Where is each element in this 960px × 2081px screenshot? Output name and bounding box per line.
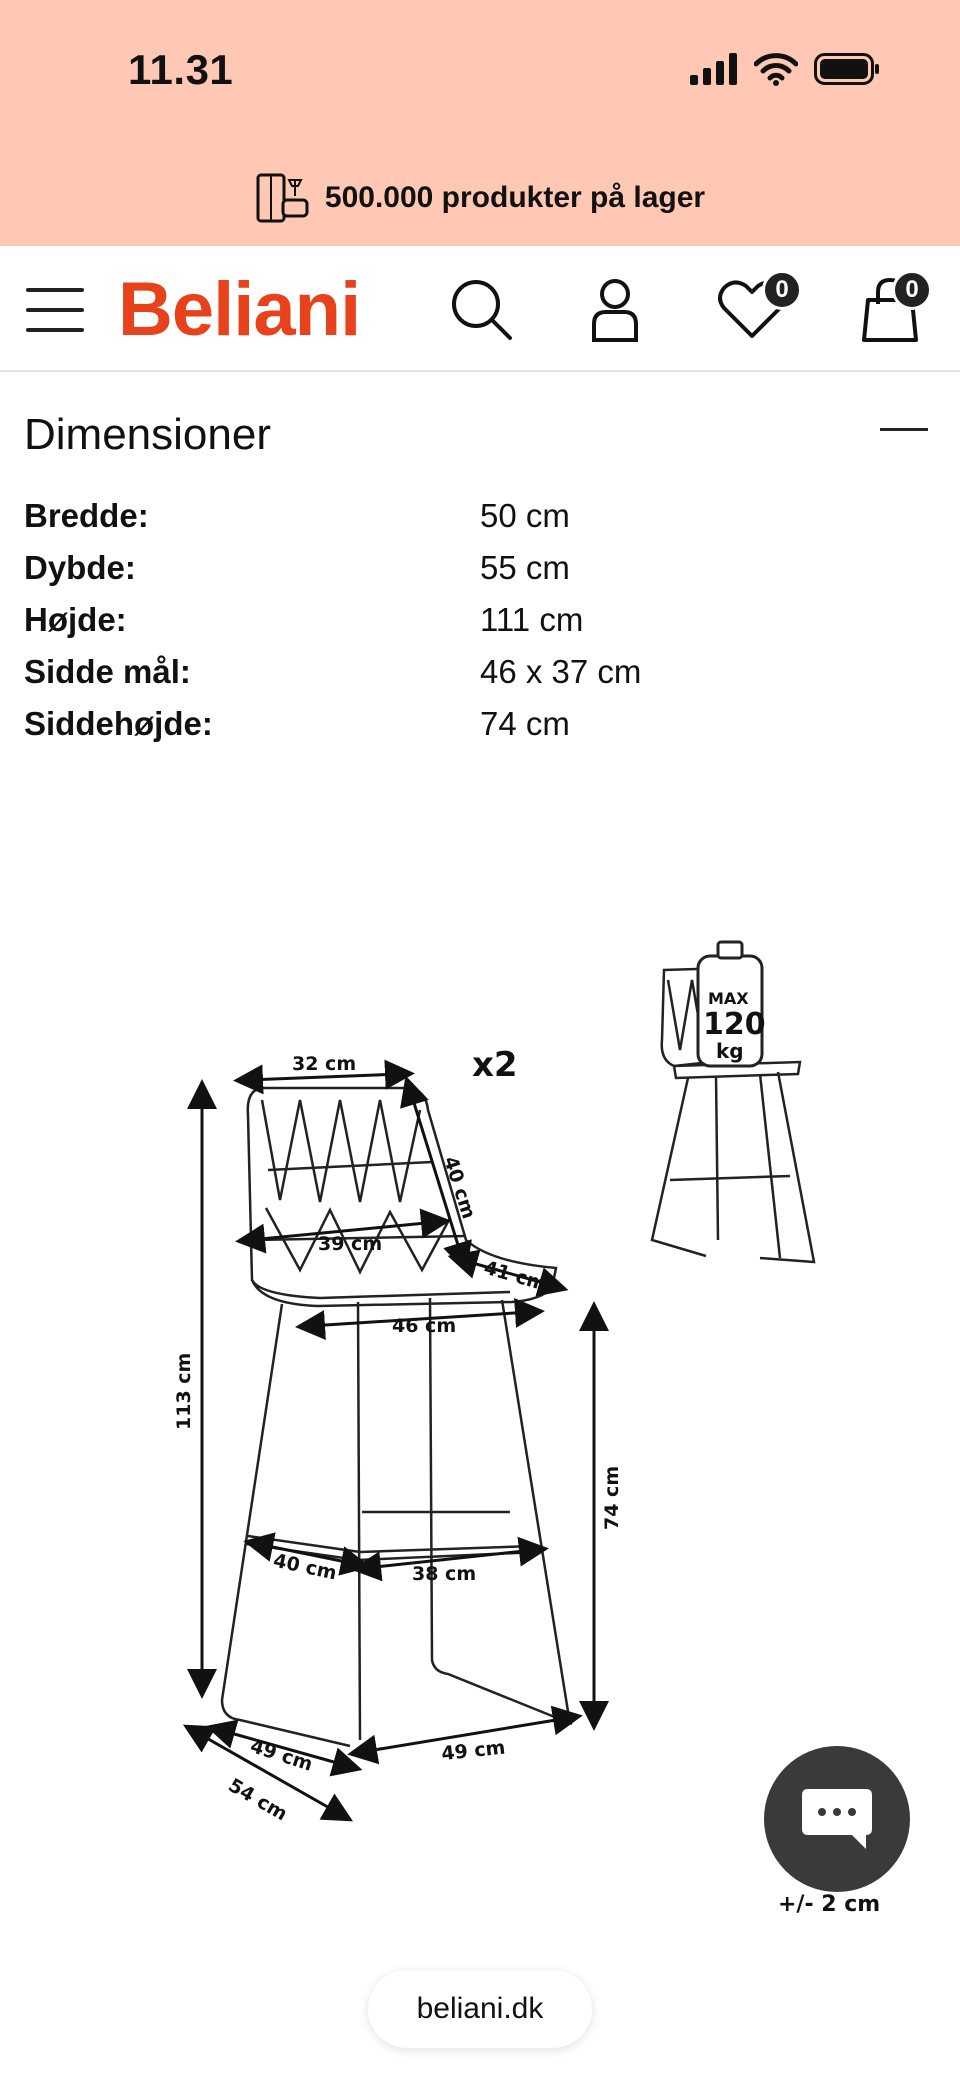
quantity-label: x2 xyxy=(472,1045,518,1085)
label-back-width: 39 cm xyxy=(318,1233,383,1255)
label-total-height: 113 cm xyxy=(173,1352,195,1430)
label-base-side: 49 cm xyxy=(247,1735,316,1776)
battery-icon xyxy=(814,53,880,85)
furniture-icon xyxy=(255,172,311,224)
max-unit: kg xyxy=(716,1039,744,1063)
browser-url-bar[interactable]: beliani.dk xyxy=(368,1970,592,2048)
status-time: 11.31 xyxy=(128,46,234,93)
max-label: MAX xyxy=(708,989,749,1008)
section-title[interactable]: Dimensioner xyxy=(24,410,271,459)
dimension-arrows xyxy=(196,1074,594,1814)
status-bar xyxy=(0,0,960,150)
chair-drawing xyxy=(150,940,850,1920)
dimension-row xyxy=(24,594,924,646)
label-back-height: 40 cm xyxy=(439,1153,480,1222)
dimension-row xyxy=(24,698,924,750)
dimension-value: 46 x 37 cm xyxy=(480,653,642,690)
status-icons xyxy=(690,52,880,86)
search-icon[interactable] xyxy=(448,276,514,342)
dimension-label: Bredde: xyxy=(24,497,149,534)
promo-text: 500.000 produkter på lager xyxy=(324,181,706,214)
label-seat-height: 74 cm xyxy=(601,1465,623,1530)
logo[interactable]: Beliani xyxy=(118,267,361,352)
dimension-label: Højde: xyxy=(24,601,127,638)
wishlist-badge: 0 xyxy=(762,270,802,310)
dimension-row xyxy=(24,490,924,542)
site-header xyxy=(0,246,960,372)
promo-bar xyxy=(0,150,960,246)
label-back-top: 32 cm xyxy=(292,1053,357,1075)
max-value: 120 xyxy=(703,1007,766,1042)
dimension-value: 74 cm xyxy=(480,705,570,742)
dimension-label: Sidde mål: xyxy=(24,653,191,690)
dimension-label: Dybde: xyxy=(24,549,136,586)
label-base-diag: 54 cm xyxy=(224,1774,291,1826)
signal-icon xyxy=(690,53,738,85)
dimension-diagram xyxy=(150,940,850,1920)
weight-jug-icon xyxy=(698,942,766,1066)
dimension-value: 50 cm xyxy=(480,497,570,534)
dimension-row xyxy=(24,646,924,698)
dimension-row xyxy=(24,542,924,594)
label-seat-depth: 41 cm xyxy=(481,1256,550,1296)
label-seat-width: 46 cm xyxy=(392,1315,457,1337)
collapse-icon[interactable] xyxy=(880,428,928,431)
chat-bubble-icon xyxy=(800,1787,874,1851)
dimension-value: 111 cm xyxy=(480,601,584,638)
tolerance-note: +/- 2 cm xyxy=(778,1892,881,1917)
menu-icon[interactable] xyxy=(26,288,84,332)
wifi-icon xyxy=(754,52,798,86)
label-base-front: 49 cm xyxy=(440,1736,507,1766)
label-rung-side: 40 cm xyxy=(271,1549,339,1585)
dimension-label: Siddehøjde: xyxy=(24,705,213,742)
main-chair xyxy=(222,1088,572,1746)
account-icon[interactable] xyxy=(582,276,648,342)
chat-button[interactable] xyxy=(764,1746,910,1892)
cart-badge: 0 xyxy=(892,270,932,310)
dimension-value: 55 cm xyxy=(480,549,570,586)
dimensions-table xyxy=(24,490,924,750)
label-rung-front: 38 cm xyxy=(412,1563,477,1585)
